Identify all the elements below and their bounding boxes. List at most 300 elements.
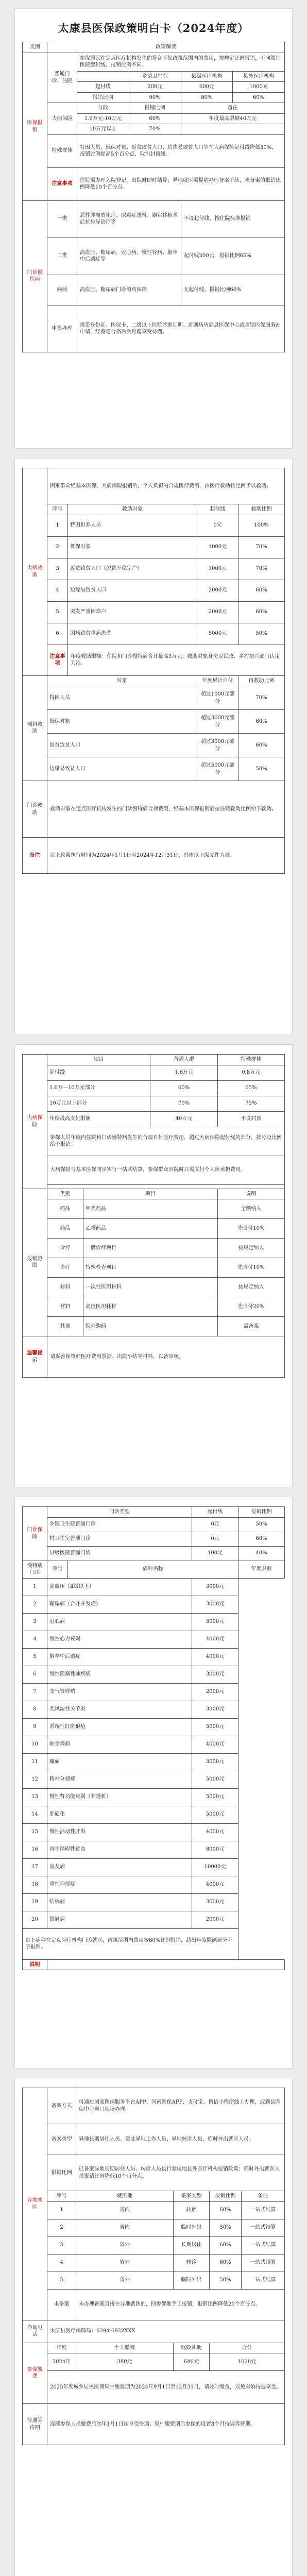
section-label: 待遇等待期 <box>23 2404 47 2445</box>
cell: 血友病 <box>47 1858 192 1876</box>
cell: 3000元 <box>192 1613 238 1631</box>
table-row <box>23 1858 285 1876</box>
cell: 3 <box>23 1613 47 1631</box>
cell: 5000元 <box>192 1718 238 1736</box>
cell: 8000元 <box>192 1841 238 1858</box>
policy-text: 异地长期居住人员、常驻异地工作人员、异地转诊人员、临时外出就医人员。 <box>76 2124 285 2155</box>
cell: 50% <box>238 623 285 645</box>
col-header: 起付线 <box>192 1507 238 1518</box>
cell: 再生障碍性贫血 <box>47 1841 192 1858</box>
policy-text: 已备案异地长期居住人员、转诊人员执行参保地县外医疗机构报销政策；临时外出就医人员报销比例降低10个百分点。 <box>76 2155 285 2191</box>
cell: 5000元 <box>197 623 238 645</box>
col-header: 县级医疗机构 <box>181 71 233 82</box>
table-row <box>23 1876 285 1893</box>
table-row <box>23 1578 285 1596</box>
cell: 省外 <box>76 2236 174 2254</box>
col-header: 普通人群 <box>150 1055 217 1065</box>
cell: 0元 <box>192 1532 238 1546</box>
cell: 100% <box>238 515 285 536</box>
cell: 因病致贫重病患者 <box>68 623 197 645</box>
cell: 特困人员 <box>47 686 197 710</box>
cell: 4000元 <box>192 1823 238 1841</box>
cell: 20 <box>23 1911 47 1928</box>
document-page-2 <box>14 458 293 1035</box>
col-header: 类别 <box>47 1189 83 1199</box>
cell: 60% <box>209 2236 241 2254</box>
cell: 1.6万元 <box>150 1065 217 1080</box>
cell: 特困供养人员 <box>68 515 197 536</box>
cell: 一站式结算 <box>241 2236 284 2254</box>
cell: 系统性红斑狼疮 <box>47 1718 192 1736</box>
notice-text: 年度救助限额：住院和门诊慢特病合计最高3万元；救助对象身份以民政、乡村振兴部门认定为准。 <box>68 645 285 675</box>
cell: 2000元 <box>197 601 238 623</box>
cell: 冠心病 <box>47 1613 192 1631</box>
cell: 全额纳入 <box>217 1199 284 1219</box>
cell: 慢性心力衰竭 <box>47 1631 192 1648</box>
cell: 1.6万—10万元部分 <box>47 1080 150 1096</box>
cell: 乙类药品 <box>83 1219 218 1239</box>
cell: 药品 <box>47 1199 83 1219</box>
table-row <box>23 1718 285 1736</box>
cell: 2000元 <box>197 580 238 601</box>
cell: 特殊检查项目 <box>83 1258 218 1278</box>
cell: 3000元 <box>192 1701 238 1718</box>
cell: 4000元 <box>192 1648 238 1666</box>
cell: 4000元 <box>192 1736 238 1753</box>
section-label: 倾斜救助 <box>23 675 47 781</box>
col-header: 门诊类型 <box>47 1507 192 1518</box>
row-label: 大病保险 <box>47 103 77 135</box>
cell: 一站式结算 <box>241 2272 284 2289</box>
table-row <box>23 1736 285 1753</box>
cell: 精神分裂症 <box>47 1771 192 1788</box>
col-header: 年度限额 <box>238 1561 285 1578</box>
cell: 起付线 <box>47 1065 150 1080</box>
cell: 一站式结算 <box>241 2201 284 2219</box>
cell: 60% <box>238 580 285 601</box>
col-header: 救助对象 <box>68 504 197 515</box>
cell: 10 <box>23 1736 47 1753</box>
document-page-3 <box>14 1044 293 1487</box>
section-label: 门诊保障 <box>23 1507 47 1561</box>
cell: 2 <box>47 2219 76 2236</box>
policy-text: 参保居民在定点医疗机构发生的符合医保政策范围内的费用，按规定比例报销，不同级别医院起付线、报销比例不同。 <box>77 53 285 71</box>
cell: 380元 <box>76 2353 174 2371</box>
cell: 1 <box>47 515 68 536</box>
cell: 70% <box>150 1096 217 1111</box>
cell: 1020元 <box>209 2353 284 2371</box>
cell: 按规定纳入 <box>217 1278 284 1297</box>
policy-table-3 <box>22 1054 285 1378</box>
cell: 先自付10% <box>217 1219 284 1239</box>
cell: 9 <box>23 1718 47 1736</box>
header-category: 类别 <box>23 42 47 53</box>
cell: 肝硬化 <box>47 1806 192 1823</box>
cell: 转诊 <box>173 2201 209 2219</box>
cell: 超过3000元部分 <box>197 734 238 757</box>
col-header: 序号 <box>47 504 68 515</box>
col-header: 报销比例 <box>129 103 181 114</box>
cell: 年度最高限额40万元 <box>181 113 285 124</box>
policy-text: 困难群众经基本医保、大病保险报销后，个人负担的合规医疗费用，由医疗救助按比例予以救助。 <box>47 468 285 504</box>
cell: 5000元 <box>192 1788 238 1806</box>
policy-table-2 <box>22 468 285 874</box>
policy-table-5 <box>22 2088 285 2445</box>
document-page-1 <box>14 8 293 449</box>
cell: 60% <box>209 2201 241 2219</box>
row-label: 备案方式 <box>47 2088 76 2124</box>
cell: 60% <box>238 1532 285 1546</box>
notice-text: 以上病种在定点医疗机构门诊就医，政策范围内费用按60%比例报销，超出年度限额部分不予报销。 <box>23 1928 238 1959</box>
section-label: 报销范围 <box>23 1189 47 1336</box>
notice-label: 备注 <box>23 838 47 874</box>
cell: 临时外出 <box>173 2219 209 2236</box>
cell: 不设起付线，按住院标准报销 <box>181 200 285 238</box>
cell: 3000元 <box>192 1578 238 1596</box>
cell: 13 <box>23 1788 47 1806</box>
document-page-4 <box>14 1497 293 2069</box>
policy-text: 携带身份证、医保卡、二级以上医院诊断证明、近期病历到县医保中心或乡镇医保服务站申请，经鉴定合格后次月起享受待遇。 <box>77 306 285 352</box>
cell: 诊疗 <box>47 1258 83 1278</box>
cell: 两病 <box>47 275 77 306</box>
notice-text: 住院需办理入院登记，出院时即时结算；异地就医需提前办理备案手续，未备案的报销比例降低10个百分点。 <box>77 167 285 200</box>
cell: 6 <box>23 1666 47 1683</box>
policy-text: 参保人员年度内住院和门诊慢特病发生的合规自付医疗费用，超过大病保险起付线的部分，按分段比例给予报销。 <box>47 1127 285 1156</box>
row-label: 特殊群体 <box>47 134 77 167</box>
notice-label: 注意事项 <box>47 167 77 200</box>
col-header: 序号 <box>47 2191 76 2202</box>
cell: 65% <box>217 1080 284 1096</box>
cell: 高血压（Ⅱ级以上） <box>47 1578 192 1596</box>
section-label: 门诊救助 <box>23 781 47 838</box>
cell: 药品 <box>47 1219 83 1239</box>
cell: 慢性活动性肝炎 <box>47 1823 192 1841</box>
cell: 2 <box>23 1596 47 1613</box>
table-row <box>23 1683 285 1701</box>
notice-label: 温馨提示 <box>23 1336 47 1378</box>
cell: 其他 <box>47 1317 83 1336</box>
cell: 高血压、糖尿病、冠心病、慢性肾病、脑卒中后遗症等 <box>77 238 181 275</box>
cell: 60% <box>233 92 285 103</box>
cell: 70% <box>238 558 285 580</box>
table-row <box>23 1841 285 1858</box>
cell: 省外 <box>76 2272 174 2289</box>
spacer <box>47 1959 285 1970</box>
cell: 1000元 <box>233 82 285 93</box>
section-label: 医保报销 <box>23 53 47 200</box>
cell: 640元 <box>173 2353 209 2371</box>
cell: 17 <box>23 1858 47 1876</box>
cell: 60% <box>129 113 181 124</box>
cell: 50% <box>238 1517 285 1532</box>
cell: 银屑病 <box>47 1911 192 1928</box>
cell: 帕金森病 <box>47 1736 192 1753</box>
cell: 甲类药品 <box>83 1199 218 1219</box>
section-label: 大病救助 <box>23 468 47 676</box>
notice-label: 说明 <box>23 1959 47 1970</box>
table-row <box>23 1753 285 1771</box>
col-header: 报销比例 <box>238 1507 285 1518</box>
cell: 一般诊疗项目 <box>83 1239 218 1258</box>
cell: 支气管哮喘 <box>47 1683 192 1701</box>
cell: 需备案 <box>217 1317 284 1336</box>
col-header: 起付线 <box>197 504 238 515</box>
cell: 50% <box>209 2219 241 2236</box>
cell: 19 <box>23 1893 47 1911</box>
cell: 10万元以上 <box>77 124 129 135</box>
row-label: 申报办理 <box>47 306 77 352</box>
cell: 先自付10% <box>217 1258 284 1278</box>
col-header: 乡镇卫生院 <box>129 71 181 82</box>
cell: 15 <box>23 1823 47 1841</box>
cell: 12 <box>23 1771 47 1788</box>
col-header: 项目 <box>83 1189 218 1199</box>
cell: 省内 <box>76 2219 174 2236</box>
cell: 0元 <box>197 515 238 536</box>
col-header: 项目 <box>47 1055 150 1065</box>
policy-text: 2025年度城乡居民医保集中缴费期为2024年9月1日至12月31日，请及时缴费，以免影响待遇享受。 <box>47 2371 285 2404</box>
table-row <box>23 1666 285 1683</box>
cell: 5 <box>47 601 68 623</box>
cell: 3 <box>47 558 68 580</box>
cell: 4 <box>47 580 68 601</box>
cell: 16 <box>23 1841 47 1858</box>
cell: 一站式结算 <box>241 2219 284 2236</box>
cell: 1 <box>47 2201 76 2219</box>
policy-table-4 <box>22 1506 285 1970</box>
table-row <box>23 1911 285 1928</box>
cell: 长期居住 <box>173 2236 209 2254</box>
policy-text: 救助对象在定点医疗机构发生的门诊慢特病合规费用，经基本医保报销后按住院救助比例给予救助。 <box>47 781 285 838</box>
cell: 转诊 <box>173 2254 209 2272</box>
col-header: 对象 <box>47 675 197 686</box>
col-header: 分段 <box>77 103 129 114</box>
cell: 600元 <box>181 82 233 93</box>
col-header: 备注 <box>241 2191 284 2202</box>
cell: 60% <box>238 601 285 623</box>
cell: 100元 <box>192 1546 238 1561</box>
cell: 2024年 <box>47 2353 76 2371</box>
cell: 80% <box>181 92 233 103</box>
cell: 超过5000元部分 <box>197 757 238 781</box>
section-label: 异地就医 <box>23 2088 47 2320</box>
notice-label: 注意事项 <box>47 645 68 675</box>
policy-text: 可通过国家医保服务平台APP、河南医保APP、支付宝、微信小程序线上办理，或到县医保中心窗口现场办理。 <box>76 2088 285 2124</box>
col-header: 备注 <box>181 103 285 114</box>
col-header: 财政补助 <box>173 2343 209 2353</box>
table-row <box>23 1701 285 1718</box>
cell: 3 <box>47 2236 76 2254</box>
cell: 50% <box>238 757 285 781</box>
cell: 癫痫 <box>47 1753 192 1771</box>
col-header: 合计 <box>209 2343 284 2353</box>
col-header: 救助比例 <box>238 504 285 515</box>
cell: 突发严重困难户 <box>68 601 197 623</box>
cell: 一站式结算 <box>241 2254 284 2272</box>
cell <box>181 124 285 135</box>
cell: 4000元 <box>192 1631 238 1648</box>
spacer <box>47 1184 285 1189</box>
cell: 10000元 <box>192 1858 238 1876</box>
section-label: 慢特病门诊 <box>23 1561 47 1578</box>
cell: 60% <box>209 2254 241 2272</box>
cell: 超过1000元部分 <box>197 686 238 710</box>
policy-table-1 <box>22 42 285 352</box>
cell: 超过3000元部分 <box>197 710 238 734</box>
cell: 起付线 <box>77 82 129 93</box>
col-header: 序号 <box>47 1561 68 1578</box>
cell: 临时外出 <box>173 2272 209 2289</box>
col-header: 年度 <box>47 2343 76 2353</box>
cell: 省内 <box>76 2201 174 2219</box>
cell: 0.8万元 <box>217 1065 284 1080</box>
col-header: 病种名称 <box>68 1561 238 1578</box>
cell: 1 <box>23 1578 47 1596</box>
table-row <box>23 1596 285 1613</box>
col-header: 特殊群体 <box>217 1055 284 1065</box>
cell: 慢性肾功能衰竭（非透析） <box>47 1788 192 1806</box>
policy-text: 大病保险与基本医保同步实行一站式结算，参保群众出院时只需支付个人应承担费用。 <box>47 1156 285 1184</box>
cell: 4000元 <box>192 1876 238 1893</box>
cell: 60% <box>150 1080 217 1096</box>
row-label: 未备案 <box>47 2289 76 2320</box>
cell: 返贫致贫人口（脱贫不稳定户） <box>68 558 197 580</box>
cell: 重性抑郁症 <box>47 1876 192 1893</box>
cell: 低保对象 <box>47 710 197 734</box>
table-row <box>23 1788 285 1806</box>
document-page-5 <box>14 2078 293 2576</box>
table-row <box>23 1893 285 1911</box>
cell: 18 <box>23 1876 47 1893</box>
document-title: 太康县医保政策明白卡（2024年度） <box>58 22 249 35</box>
cell: 恶性肿瘤放化疗、尿毒症透析、器官移植术后抗排异治疗等 <box>77 200 181 238</box>
col-header: 个人缴费 <box>76 2343 174 2353</box>
cell: 起付线200元，报销比例65% <box>181 238 285 275</box>
cell: 2 <box>47 536 68 558</box>
cell: 6 <box>47 623 68 645</box>
cell: 1.6万元-10万元 <box>77 113 129 124</box>
cell: 2000元 <box>192 1683 238 1701</box>
col-header: 年度累计自付 <box>197 675 238 686</box>
cell: 一类 <box>47 200 77 238</box>
table-row <box>23 1613 285 1631</box>
cell: 报销比例 <box>77 92 129 103</box>
cell: 90% <box>129 92 181 103</box>
cell: 脑卒中后遗症 <box>47 1648 192 1666</box>
cell: 低保对象 <box>68 536 197 558</box>
cell: 一次性医用材料 <box>83 1278 218 1297</box>
cell: 60% <box>238 734 285 757</box>
chronic-disease-list <box>23 1578 285 1928</box>
table-row <box>23 1806 285 1823</box>
row-label: 报销比例 <box>47 2155 76 2191</box>
cell: 乡镇卫生院普通门诊 <box>47 1517 192 1532</box>
cell: 高血压、糖尿病门诊用药保障 <box>77 275 181 306</box>
cell: 边缘易致贫人口 <box>47 757 197 781</box>
cell: 糖尿病（合并并发症） <box>47 1596 192 1613</box>
notice-text: 请妥善保管好医疗费用票据、出院小结等材料，以备审核。 <box>47 1336 285 1378</box>
row-label: 普通门诊、住院 <box>47 53 77 103</box>
cell: 7 <box>23 1683 47 1701</box>
cell: 类风湿性关节炎 <box>47 1701 192 1718</box>
table-row <box>23 1771 285 1788</box>
col-header: 报销比例 <box>209 2191 241 2202</box>
col-header: 备案类型 <box>173 2191 209 2202</box>
cell: 70% <box>238 536 285 558</box>
cell: 70% <box>238 686 285 710</box>
cell: 3000元 <box>192 1753 238 1771</box>
cell: 3000元 <box>192 1596 238 1613</box>
col-header: 说明 <box>217 1189 284 1199</box>
section-label: 大病保险 <box>23 1055 47 1189</box>
cell: 40万元 <box>150 1111 217 1127</box>
col-header: 县外医疗机构 <box>233 71 285 82</box>
section-label: 参保缴费 <box>23 2343 47 2404</box>
cell: 40% <box>238 1546 285 1561</box>
cell: 14 <box>23 1806 47 1823</box>
cell: 5 <box>23 1648 47 1666</box>
cell: 材料 <box>47 1278 83 1297</box>
cell: 无起付线，报销比例60% <box>181 275 285 306</box>
cell: 4 <box>47 2254 76 2272</box>
cell: 8 <box>23 1701 47 1718</box>
row-label: 备案类型 <box>47 2124 76 2155</box>
cell: 县级医院普通门诊 <box>47 1546 192 1561</box>
cell: 诊疗 <box>47 1239 83 1258</box>
cell: 3000元 <box>192 1893 238 1911</box>
table-row <box>23 1823 285 1841</box>
table-row <box>23 1631 285 1648</box>
col-header: 再救助比例 <box>238 675 285 686</box>
contact-text: 太康县医疗保障局：0394-6822XXX <box>47 2320 285 2343</box>
section-label: 咨询电话 <box>23 2320 47 2343</box>
cell: 11 <box>23 1753 47 1771</box>
cell: 1000元 <box>197 558 238 580</box>
col-header: 就医地 <box>76 2191 174 2202</box>
cell: 10万元以上部分 <box>47 1096 150 1111</box>
policy-text: 未办理备案直接在异地就医的，回参保地手工报销，报销比例降低20个百分点。 <box>76 2289 285 2320</box>
cell: 70% <box>129 124 181 135</box>
cell: 5000元 <box>192 1771 238 1788</box>
cell: 二类 <box>47 238 77 275</box>
cell: 2000元 <box>192 1911 238 1928</box>
col-header <box>77 71 129 82</box>
cell: 5 <box>47 2272 76 2289</box>
cell: 50% <box>209 2272 241 2289</box>
cell: 不设封顶 <box>217 1111 284 1127</box>
cell: 60% <box>238 710 285 734</box>
cell: 高值医用耗材 <box>83 1297 218 1317</box>
notice-text: 以上政策执行时间为2024年1月1日至2024年12月31日，具体以上级文件为准。 <box>47 838 285 874</box>
cell: 先自付20% <box>217 1297 284 1317</box>
cell: 省外 <box>76 2254 174 2272</box>
cell: 慢性阻塞性肺疾病 <box>47 1666 192 1683</box>
header-policy: 政策解读 <box>47 42 285 53</box>
cell: 材料 <box>47 1297 83 1317</box>
cell: 3000元 <box>192 1666 238 1683</box>
cell: 按规定纳入 <box>217 1239 284 1258</box>
cell: 村卫生室普通门诊 <box>47 1532 192 1546</box>
policy-text: 特困人员、低保对象、返贫致贫人口、边缘易致贫人口等在大病保险起付线降低50%，报销比例提高5个百分点，取消封顶线。 <box>77 134 285 167</box>
cell: 结核病 <box>47 1893 192 1911</box>
cell: 200元 <box>129 82 181 93</box>
section-label: 门诊慢特病 <box>23 200 47 352</box>
policy-text: 连续参保人员缴费后次年1月1日起享受待遇；集中缴费期后参保的设置3个月待遇等待期。 <box>47 2404 285 2445</box>
table-row <box>23 1648 285 1666</box>
cell: 院外购药 <box>83 1317 218 1336</box>
cell: 75% <box>217 1096 284 1111</box>
cell: 边缘易致贫人口 <box>68 580 197 601</box>
